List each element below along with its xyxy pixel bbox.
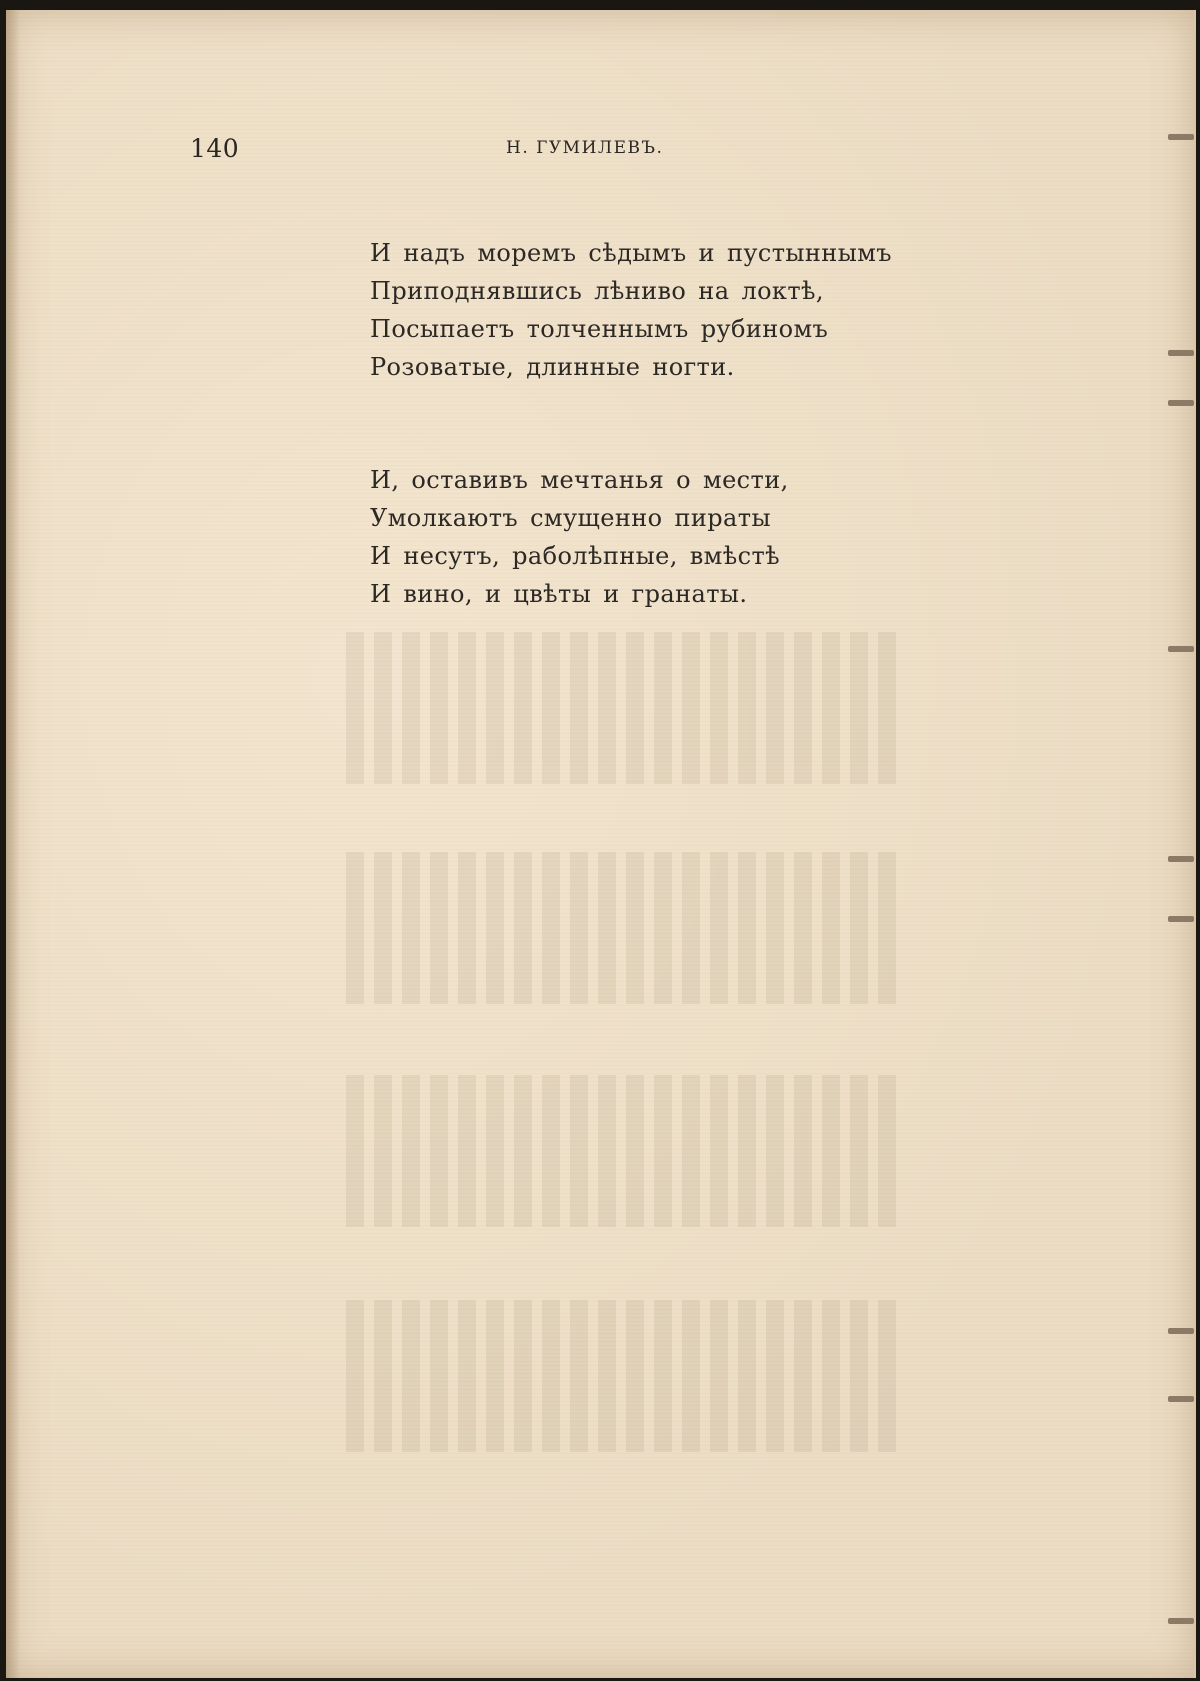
binding-stitch [1168, 916, 1194, 922]
binding-stitch [1168, 1618, 1194, 1624]
binding-stitch [1168, 134, 1194, 140]
show-through-text [336, 1300, 896, 1452]
page-gutter-shadow [6, 10, 20, 1678]
show-through-text [336, 852, 896, 1004]
show-through-text [336, 1075, 896, 1227]
binding-stitch [1168, 1396, 1194, 1402]
poem-line: И несутъ, раболѣпные, вмѣстѣ [370, 542, 781, 570]
binding-stitch [1168, 400, 1194, 406]
page-number: 140 [190, 134, 240, 163]
show-through-text [336, 632, 896, 784]
binding-stitch [1168, 350, 1194, 356]
poem-line: Посыпаетъ толченнымъ рубиномъ [370, 315, 829, 343]
poem-line: Приподнявшись лѣниво на локтѣ, [370, 277, 824, 305]
poem-line: Умолкаютъ смущенно пираты [370, 504, 771, 532]
poem-line: Розоватые, длинные ногти. [370, 353, 735, 381]
poem-line: И вино, и цвѣты и гранаты. [370, 580, 748, 608]
poem-stanza-1 [370, 234, 892, 386]
poem-line: И надъ моремъ сѣдымъ и пустыннымъ [370, 239, 892, 267]
book-page [6, 10, 1196, 1678]
binding-stitch [1168, 856, 1194, 862]
poem-line: И, оставивъ мечтанья о мести, [370, 466, 789, 494]
binding-stitch [1168, 646, 1194, 652]
poem-stanza-2 [370, 461, 789, 613]
running-title: Н. ГУМИЛЕВЪ. [506, 138, 664, 158]
binding-stitch [1168, 1328, 1194, 1334]
